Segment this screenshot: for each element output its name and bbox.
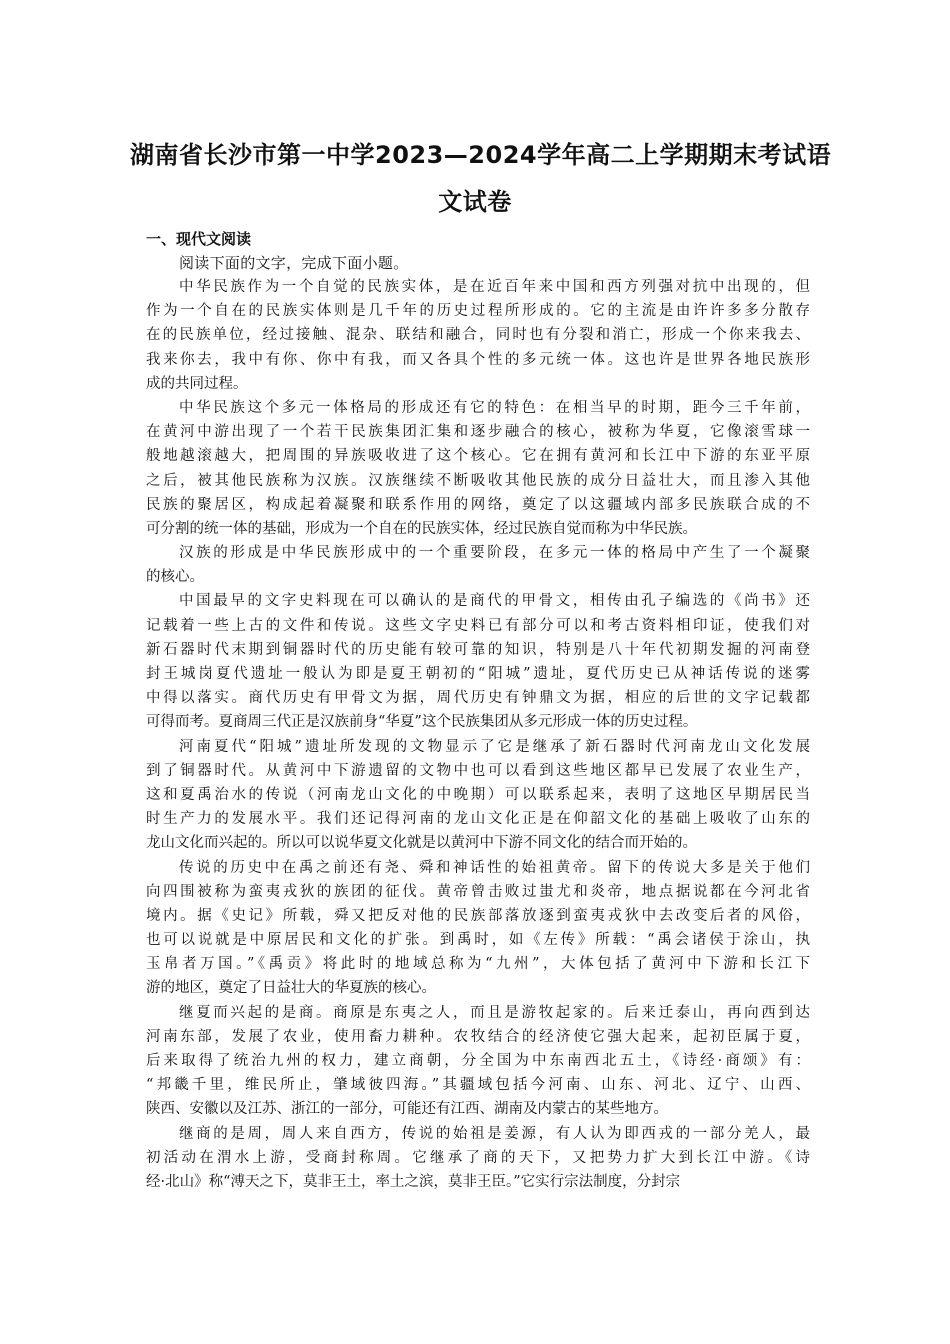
paragraph-line: 向四围被称为蛮夷戎狄的族团的征伐。黄帝曾击败过蚩尤和炎帝，地点据说都在今河北省 — [146, 883, 810, 900]
paragraph-line: 后来取得了统治九州的权力，建立商朝，分全国为中东南西北五土，《诗经·商颂》有： — [146, 1053, 810, 1069]
paragraph — [146, 396, 810, 541]
paragraph — [146, 541, 810, 589]
paragraph — [146, 275, 810, 396]
paragraph-line: 可分割的统一体的基础，形成为一个自在的民族实体，经过民族自觉而称为中华民族。 — [146, 520, 697, 537]
paragraph-line: 玉帛者万国。”《禹贡》将此时的地域总称为“九州”，大体包括了黄河中下游和长江下 — [146, 956, 810, 973]
paragraph-line: “邦畿千里，维民所止，肇域彼四海。”其疆域包括今河南、山东、河北、辽宁、山西、 — [146, 1077, 810, 1094]
paragraph-line: 河南夏代“阳城”遗址所发现的文物显示了它是继承了新石器时代河南龙山文化发展 — [179, 738, 810, 755]
paragraph — [146, 1122, 810, 1195]
paragraph-line: 的核心。 — [146, 569, 204, 586]
reading-passage — [146, 275, 810, 1194]
paragraph-line: 在黄河中游出现了一个若干民族集团汇集和逐步融合的核心，被称为华夏，它像滚雪球一 — [146, 424, 810, 441]
paragraph-line: 记载着一些上古的文件和传说。这些文字史料已有部分可以和考古资料相印证，使我们对 — [146, 617, 810, 634]
paragraph — [146, 589, 810, 734]
exam-title-line-1: 湖南省长沙市第一中学2023—2024学年高二上学期期末考试语 — [130, 141, 832, 169]
paragraph-line: 继夏而兴起的是商。商原是东夷之人，而且是游牧起家的。后来迁泰山，再向西到达 — [179, 1004, 810, 1021]
paragraph-line: 作为一个自在的民族实体则是几千年的历史过程所形成的。它的主流是由许许多多分散存 — [146, 303, 810, 320]
paragraph-line: 新石器时代末期到铜器时代的历史能有较可靠的知识，特别是八十年代初期发掘的河南登 — [146, 641, 810, 658]
paragraph-line: 中得以落实。商代历史有甲骨文为据，周代历史有钟鼎文为据，相应的后世的文字记载都 — [146, 690, 810, 707]
section-heading: 一、现代文阅读 — [146, 230, 252, 248]
paragraph-line: 时生产力的发展水平。我们还记得河南的龙山文化正是在仰韶文化的基础上吸收了山东的 — [146, 811, 810, 828]
paragraph — [146, 856, 810, 1001]
reading-instruction: 阅读下面的文字，完成下面小题。 — [179, 254, 409, 272]
paragraph-line: 传说的历史中在禹之前还有尧、舜和神话性的始祖黄帝。留下的传说大多是关于他们 — [179, 859, 810, 876]
paragraph-line: 中华民族作为一个自觉的民族实体，是在近百年来中国和西方列强对抗中出现的，但 — [179, 279, 810, 295]
paragraph-line: 中华民族这个多元一体格局的形成还有它的特色：在相当早的时期，距今三千年前， — [179, 399, 810, 416]
paragraph-line: 到了铜器时代。从黄河中下游遗留的文物中也可以看到这些地区都早已发展了农业生产， — [146, 762, 810, 779]
paragraph-line: 我来你去，我中有你、你中有我，而又各具个性的多元统一体。这也许是世界各地民族形 — [146, 351, 810, 368]
paragraph-line: 陕西、安徽以及江苏、浙江的一部分，可能还有江西、湖南及内蒙古的某些地方。 — [146, 1101, 668, 1118]
paragraph-line: 成的共同过程。 — [146, 375, 248, 392]
paragraph — [146, 1001, 810, 1122]
paragraph-line: 封王城岗夏代遗址一般认为即是夏王朝初的“阳城”遗址，夏代历史已从神话传说的迷雾 — [146, 666, 810, 682]
paragraph-line: 境内。据《史记》所载，舜又把反对他的民族部落放逐到蛮夷戎狄中去改变后者的风俗， — [146, 907, 810, 924]
paragraph-line: 经·北山》称“溥天之下，莫非王土，率土之滨，莫非王臣。”它实行宗法制度，分封宗 — [146, 1173, 681, 1190]
paragraph-line: 也可以说就是中原居民和文化的扩张。到禹时，如《左传》所载：“禹会诸侯于涂山，执 — [146, 932, 810, 949]
paragraph-line: 民族的聚居区，构成起着凝聚和联系作用的网络，奠定了以这疆域内部多民族联合成的不 — [146, 496, 810, 513]
paragraph — [146, 735, 810, 856]
paragraph-line: 在的民族单位，经过接触、混杂、联结和融合，同时也有分裂和消亡，形成一个你来我去、 — [146, 327, 810, 344]
paragraph-line: 初活动在渭水上游，受商封称周。它继承了商的天下，又把势力扩大到长江中游。《诗 — [146, 1149, 810, 1166]
paragraph-line: 中国最早的文字史料现在可以确认的是商代的甲骨文，相传由孔子编选的《尚书》还 — [179, 593, 810, 610]
paragraph-line: 般地越滚越大，把周围的异族吸收进了这个核心。它在拥有黄河和长江中下游的东亚平原 — [146, 448, 810, 465]
paragraph-line: 可得而考。夏商周三代正是汉族前身“华夏”这个民族集团从多元形成一体的历史过程。 — [146, 714, 698, 731]
paragraph-line: 之后，被其他民族称为汉族。汉族继续不断吸收其他民族的成分日益壮大，而且渗入其他 — [146, 472, 810, 489]
paragraph-line: 继商的是周，周人来自西方，传说的始祖是姜源，有人认为即西戎的一部分羌人，最 — [179, 1125, 810, 1142]
paragraph-line: 游的地区，奠定了日益壮大的华夏族的核心。 — [146, 980, 436, 997]
paragraph-line: 龙山文化而兴起的。所以可以说华夏文化就是以黄河中下游不同文化的结合而开始的。 — [146, 835, 697, 852]
exam-title-line-2: 文试卷 — [438, 188, 512, 216]
paragraph-line: 河南东部，发展了农业，使用畜力耕种。农牧结合的经济使它强大起来，起初臣属于夏， — [146, 1028, 810, 1045]
paragraph-line: 汉族的形成是中华民族形成中的一个重要阶段，在多元一体的格局中产生了一个凝聚 — [179, 545, 810, 562]
paragraph-line: 这和夏禹治水的传说（河南龙山文化的中晚期）可以联系起来，表明了这地区早期居民当 — [146, 786, 810, 803]
